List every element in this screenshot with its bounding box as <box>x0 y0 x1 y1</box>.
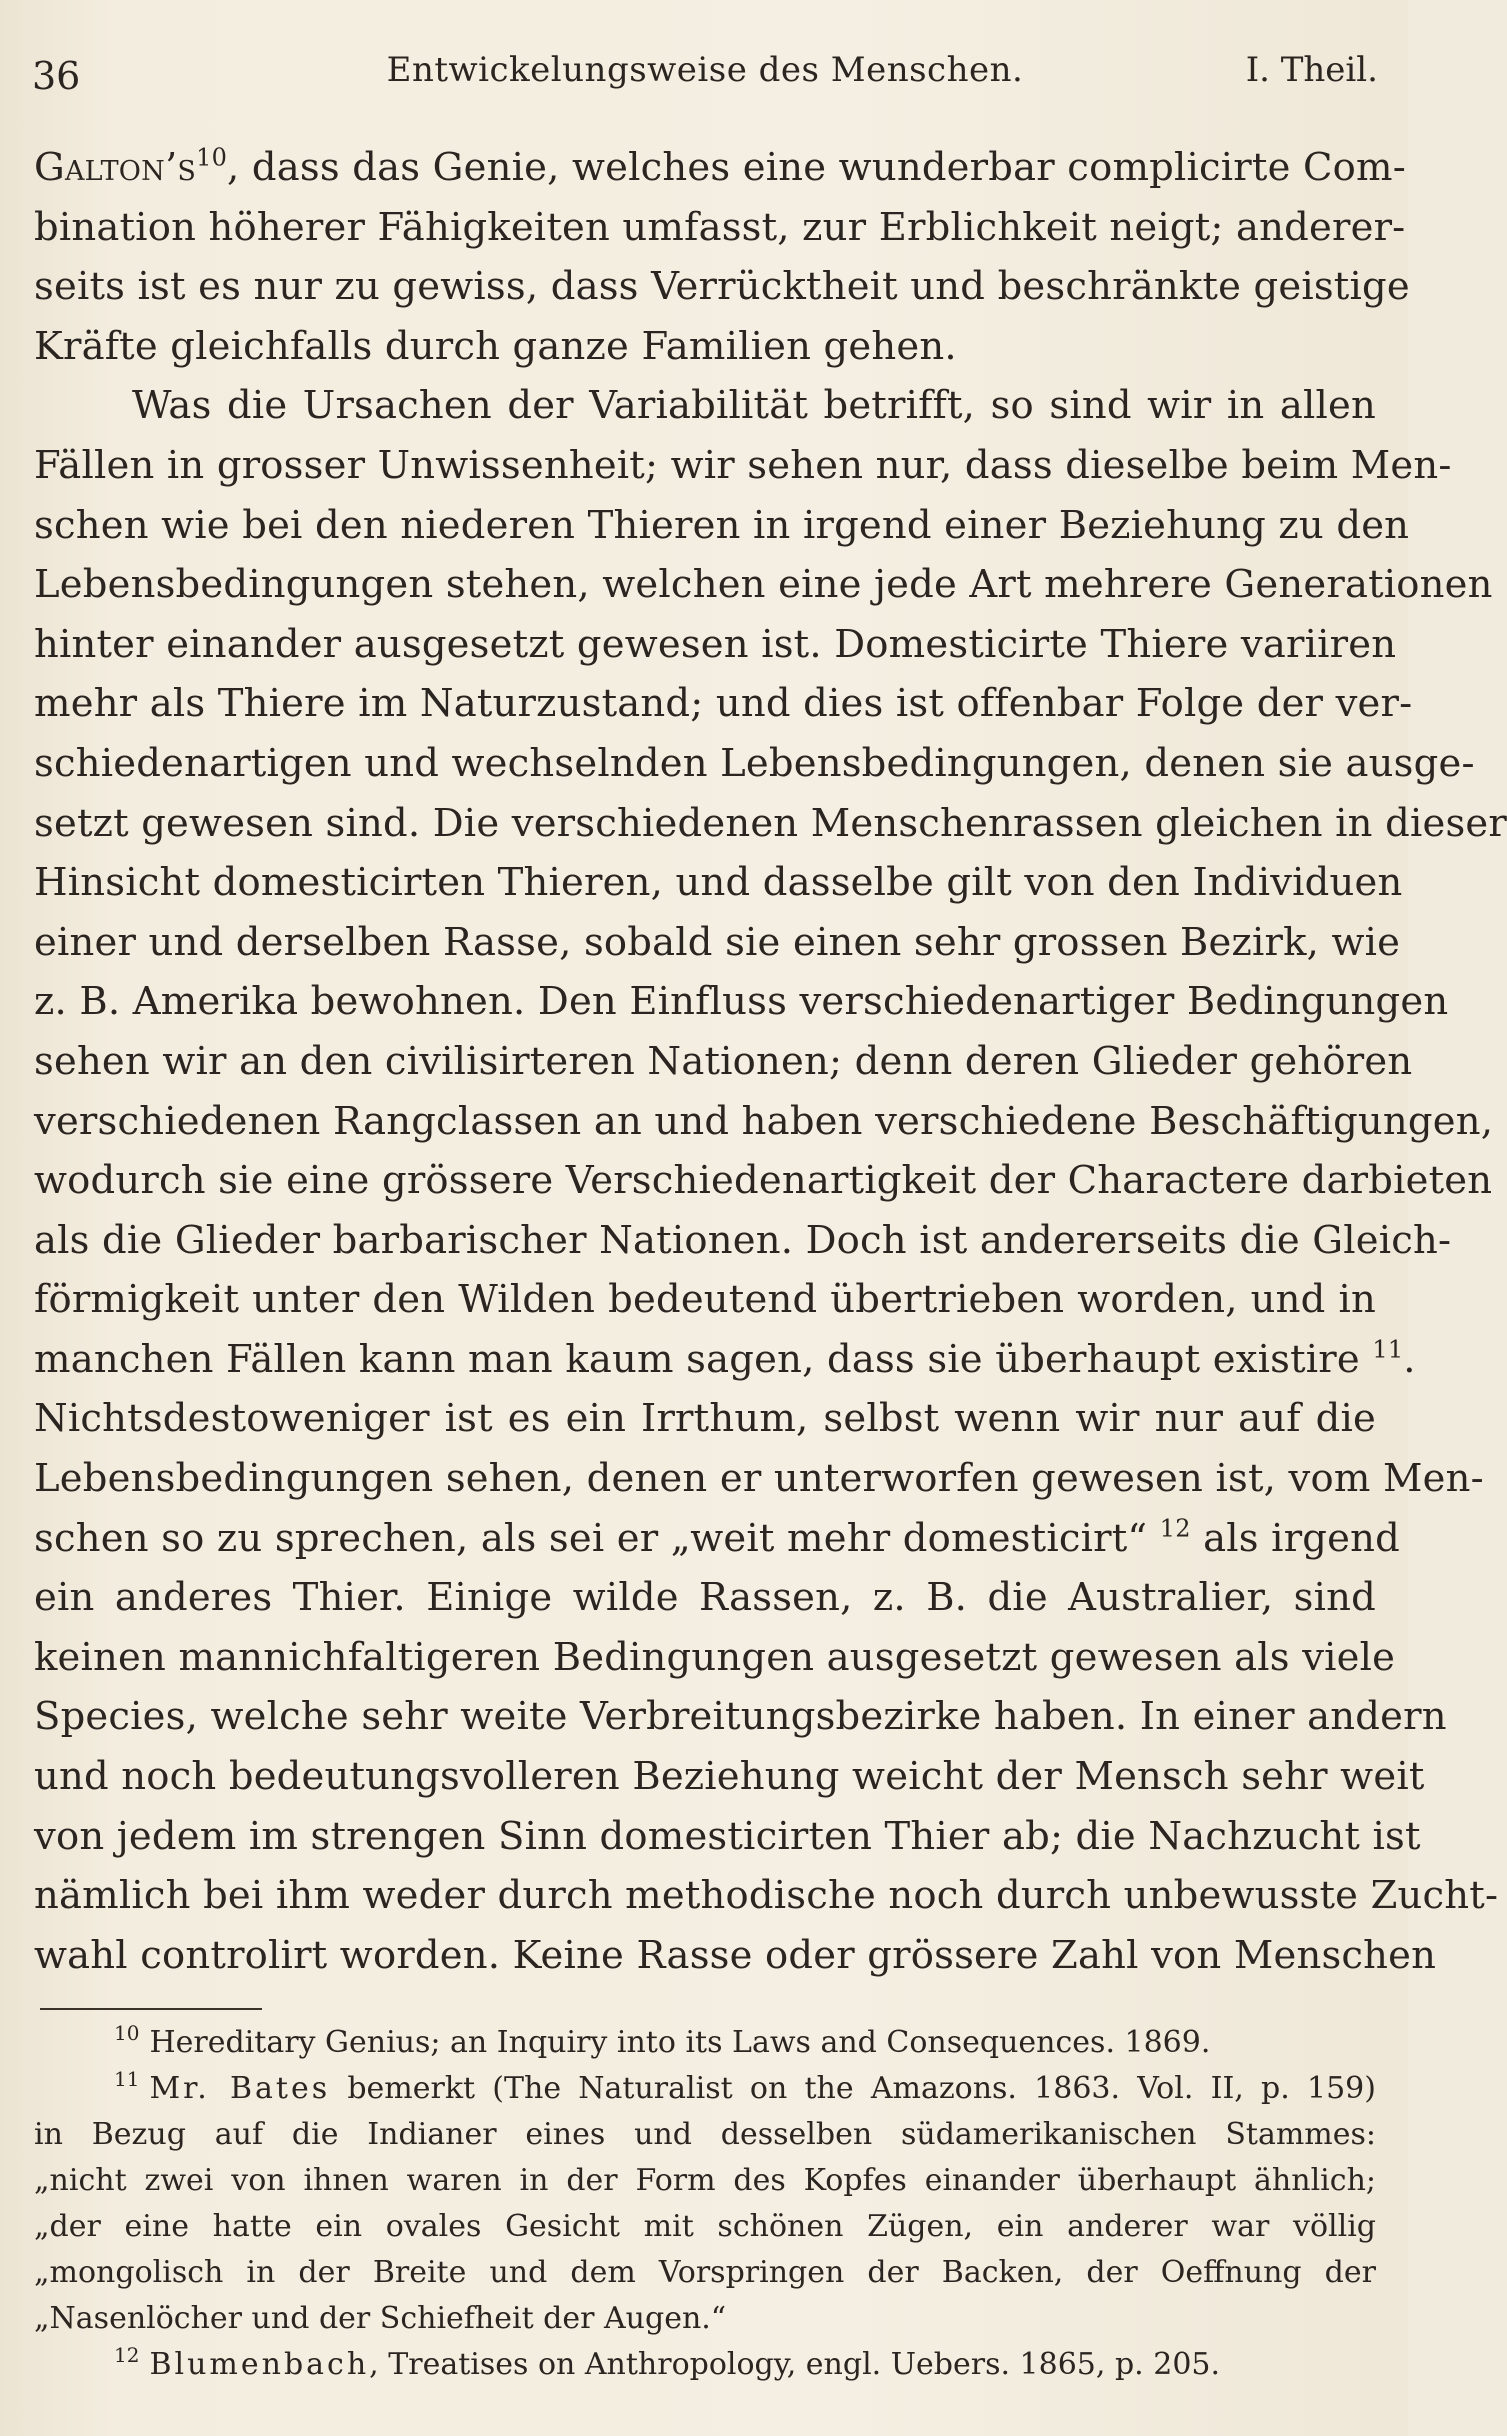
text-line: Fällen in grosser Unwissenheit; wir sehen nur, dass dieselbe beim Men- <box>34 442 1452 488</box>
text-line: und noch bedeutungsvolleren Beziehung weicht der Mensch sehr weit <box>34 1754 1425 1800</box>
text-line: Lebensbedingungen sehen, denen er unterworfen gewesen ist, vom Men- <box>34 1456 1484 1502</box>
text-line: z. B. Amerika bewohnen. Den Einfluss verschiedenartiger Bedingungen <box>34 979 1449 1025</box>
text-line: als die Glieder barbarischer Nationen. Doch ist andererseits die Gleich- <box>34 1217 1452 1263</box>
text-line: hinter einander ausgesetzt gewesen ist. Domesticirte Thiere variiren <box>34 621 1397 667</box>
page-header <box>32 50 1378 100</box>
footnote-divider <box>40 2008 262 2010</box>
footnote-ref: 10 <box>196 143 228 172</box>
text-line: von jedem im strengen Sinn domesticirten Thier ab; die Nachzucht ist <box>34 1813 1421 1859</box>
text-line: Lebensbedingungen stehen, welchen eine jede Art mehrere Generationen <box>34 562 1493 608</box>
footnote-author: Blumenbach <box>149 2347 370 2382</box>
text-line: Species, welche sehr weite Verbreitungsbezirke haben. In einer andern <box>34 1694 1447 1740</box>
text-line: Nichtsdestoweniger ist es ein Irrthum, selbst wenn wir nur auf die <box>34 1396 1376 1442</box>
text-line: wahl controlirt worden. Keine Rasse oder grössere Zahl von Menschen <box>34 1932 1437 1978</box>
text-line: bination höherer Fähigkeiten umfasst, zur Erblichkeit neigt; anderer- <box>34 204 1406 250</box>
text-line: schen wie bei den niederen Thieren in irgend einer Beziehung zu den <box>34 502 1410 548</box>
text-line: manchen Fällen kann man kaum sagen, dass sie überhaupt existire $^{11}$. <box>34 1335 1416 1382</box>
text-line: sehen wir an den civilisirteren Nationen; denn deren Glieder gehören <box>34 1038 1413 1084</box>
page-number: 36 <box>32 54 81 98</box>
footnote-line: „Nasenlöcher und der Schiefheit der Augen.“ <box>34 2301 727 2336</box>
footnote-line: „nicht zwei von ihnen waren in der Form des Kopfes einander überhaupt ähnlich; <box>34 2163 1376 2198</box>
running-title: Entwickelungsweise des Menschen. <box>386 50 1024 90</box>
footnote-line: „der eine hatte ein ovales Gesicht mit schönen Zügen, ein anderer war völlig <box>34 2209 1376 2244</box>
footnote-ref: 11 <box>1372 1335 1404 1364</box>
text-line: nämlich bei ihm weder durch methodische noch durch unbewusste Zucht- <box>34 1873 1499 1919</box>
footnote-line: „mongolisch in der Breite und dem Vorspringen der Backen, der Oeffnung der <box>34 2255 1376 2290</box>
text-line: Hinsicht domesticirten Thieren, und dasselbe gilt von den Individuen <box>34 860 1403 906</box>
text-line: keinen mannichfaltigeren Bedingungen ausgesetzt gewesen als viele <box>34 1634 1396 1680</box>
body-text <box>34 138 1507 1978</box>
text-line: mehr als Thiere im Naturzustand; und dies ist offenbar Folge der ver- <box>34 681 1413 727</box>
text-line: einer und derselben Rasse, sobald sie einen sehr grossen Bezirk, wie <box>34 919 1401 965</box>
footnote-ref: 12 <box>1159 1514 1191 1543</box>
footnote-11: $^{11}$ Mr. Bates bemerkt (The Naturalist on the Amazons. 1863. Vol. II, p. 159) <box>114 2067 1376 2106</box>
text-line: förmigkeit unter den Wilden bedeutend übertrieben worden, und in <box>34 1277 1376 1323</box>
text-line: wodurch sie eine grössere Verschiedenartigkeit der Charactere darbieten <box>34 1158 1493 1204</box>
footnote-12: $^{12}$ Blumenbach, Treatises on Anthropology, engl. Uebers. 1865, p. 205. <box>114 2343 1221 2382</box>
author-name: Galton’s <box>34 145 197 190</box>
text-line: $Galton’s^{10}$, dass das Genie, welches eine wunderbar complicirte Com- <box>34 143 1406 190</box>
footnote-number: 10 <box>114 2021 140 2045</box>
footnote-number: 12 <box>114 2343 140 2367</box>
footnote-number: 11 <box>114 2067 140 2091</box>
text-line: schen so zu sprechen, als sei er „weit mehr domesticirt“ $^{12}$ als irgend <box>34 1514 1400 1561</box>
text-line: Kräfte gleichfalls durch ganze Familien gehen. <box>34 323 957 369</box>
text-line: seits ist es nur zu gewiss, dass Verrücktheit und beschränkte geistige <box>34 264 1410 310</box>
text-line: verschiedenen Rangclassen an und haben verschiedene Beschäftigungen, <box>34 1098 1494 1144</box>
footnote-author: Mr. Bates <box>149 2071 331 2106</box>
text-line: ein anderes Thier. Einige wilde Rassen, z. B. die Australier, sind <box>34 1575 1376 1621</box>
footnote-10: $^{10}$ Hereditary Genius; an Inquiry into its Laws and Consequences. 1869. <box>114 2021 1211 2060</box>
text-line: schiedenartigen und wechselnden Lebensbedingungen, denen sie ausge- <box>34 740 1475 786</box>
text-line: Was die Ursachen der Variabilität betrifft, so sind wir in allen <box>132 383 1376 429</box>
footnote-line: in Bezug auf die Indianer eines und desselben südamerikanischen Stammes: <box>34 2117 1376 2152</box>
footnotes <box>34 2020 1376 2388</box>
text-line: setzt gewesen sind. Die verschiedenen Menschenrassen gleichen in dieser <box>34 800 1507 846</box>
section-label: I. Theil. <box>1245 50 1378 90</box>
